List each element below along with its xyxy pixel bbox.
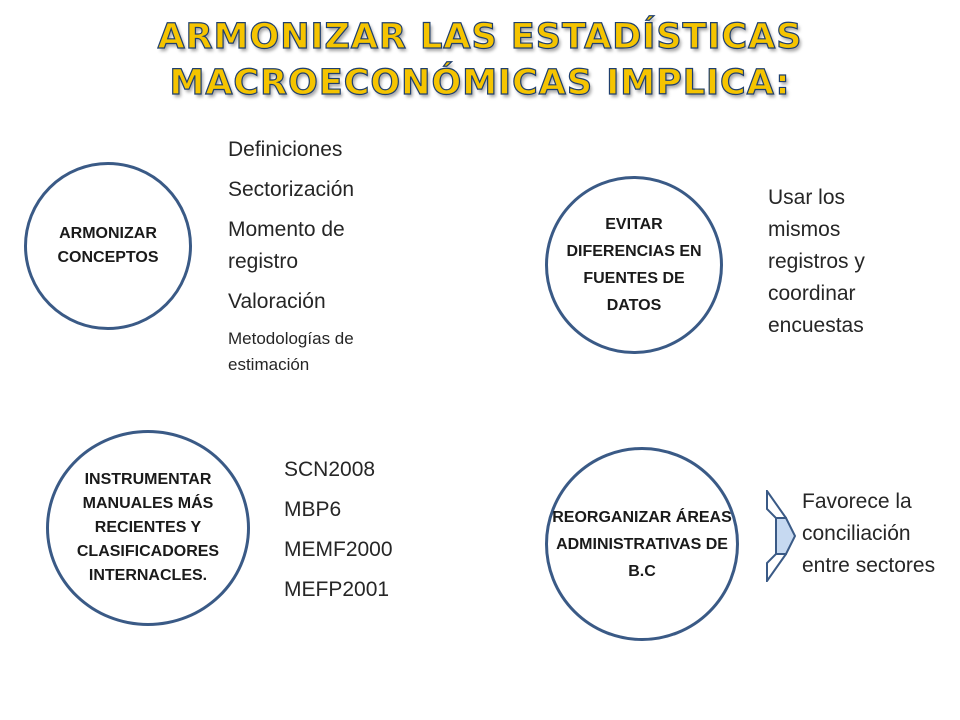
list-item: Momento de registro [228, 218, 345, 273]
title-line-1: ARMONIZAR LAS ESTADÍSTICAS [157, 17, 803, 57]
sources-text: Usar los mismos registros y coordinar encuestas [768, 186, 865, 337]
list-item: MEFP2001 [284, 578, 390, 601]
list-item: MBP6 [284, 498, 342, 521]
chevron-arrow-icon [766, 490, 796, 582]
circle-reorganizar-areas [545, 447, 739, 641]
manuals-list [284, 454, 434, 606]
list-item: Metodologías de estimación [228, 329, 354, 374]
circle-evitar-diferencias [545, 176, 723, 354]
circle-label: REORGANIZAR ÁREAS ADMINISTRATIVAS DE B.C [552, 508, 732, 580]
list-item: Definiciones [228, 138, 343, 161]
list-item: SCN2008 [284, 458, 376, 481]
list-item: Sectorización [228, 178, 355, 201]
circle-label: EVITAR DIFERENCIAS EN FUENTES DE DATOS [566, 216, 702, 314]
slide-title [0, 14, 960, 106]
concepts-list [228, 134, 388, 378]
circle-armonizar-conceptos [24, 162, 192, 330]
circle-label: ARMONIZAR CONCEPTOS [57, 225, 159, 266]
list-item: Valoración [228, 290, 326, 313]
circle-instrumentar-manuales [46, 430, 250, 626]
areas-text: Favorece la conciliación entre sectores [802, 490, 936, 577]
title-line-2: MACROECONÓMICAS IMPLICA: [169, 63, 791, 103]
circle-label: INSTRUMENTAR MANUALES MÁS RECIENTES Y CLASIFICADORES INTERNACLES. [76, 471, 220, 584]
list-item: MEMF2000 [284, 538, 393, 561]
